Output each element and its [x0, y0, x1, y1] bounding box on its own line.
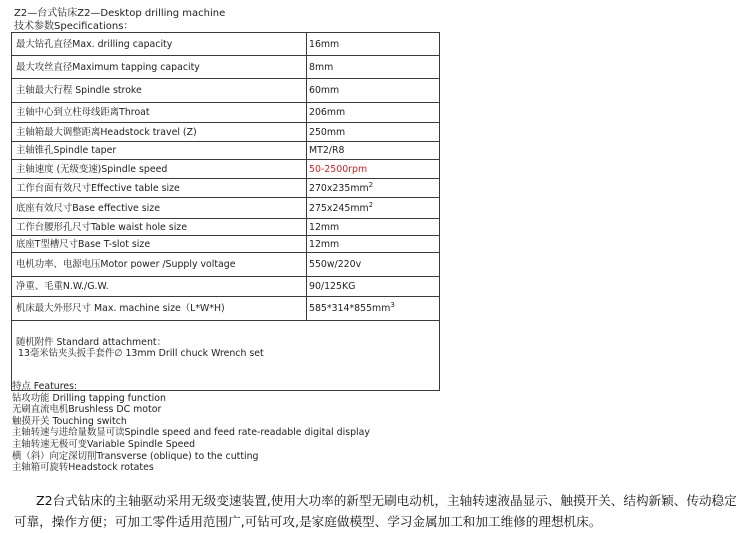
spec-value — [307, 142, 440, 160]
feature-item: 无刷直流电机Brushless DC motor — [12, 404, 162, 416]
spec-value — [307, 297, 440, 321]
spec-value — [307, 236, 440, 253]
attachment-items: 13毫米钻夹头扳手套件∅ 13mm Drill chuck Wrench set — [18, 348, 264, 359]
spec-label: 底座T型槽尺寸Base T-slot size — [12, 236, 307, 253]
spec-row — [12, 277, 440, 297]
feature-item: 主轴转速无极可变Variable Spindle Speed — [12, 438, 196, 450]
spec-row — [12, 179, 440, 198]
feature-item: 触摸开关 Touching switch — [12, 415, 127, 427]
spec-value-text: 16mm — [309, 38, 340, 50]
spec-value-exponent: 3 — [390, 300, 395, 309]
attachment-heading: 随机附件 Standard attachment： — [16, 337, 166, 348]
spec-label: 最大攻丝直径Maximum tapping capacity — [12, 56, 307, 79]
spec-row — [12, 123, 440, 142]
spec-row — [12, 198, 440, 219]
features-list — [12, 393, 370, 474]
spec-label: 主轴速度 (无级变速)Spindle speed — [12, 160, 307, 179]
spec-row — [12, 160, 440, 179]
feature-item: 主轴转速与进给量数显可读Spindle speed and feed rate-readable digital display — [12, 427, 370, 439]
spec-label: 工作台面有效尺寸Effective table size — [12, 179, 307, 198]
spec-value — [307, 103, 440, 123]
spec-row — [12, 33, 440, 56]
attachment-cell — [12, 321, 440, 391]
spec-value — [307, 198, 440, 219]
spec-value-text: 270x235mm — [309, 182, 369, 194]
spec-value-text: 585*314*855mm — [309, 303, 391, 314]
attachment-row — [12, 321, 440, 391]
specs-table — [11, 32, 440, 391]
spec-value — [307, 79, 440, 103]
spec-value — [307, 219, 440, 236]
spec-value — [307, 123, 440, 142]
spec-value-text: 8mm — [309, 61, 334, 73]
spec-row — [12, 253, 440, 277]
feature-item: 横（斜）向定深切削Transverse (oblique) to the cutting — [12, 450, 259, 462]
spec-value-text: 12mm — [309, 238, 340, 250]
spec-value-exponent: 2 — [368, 180, 374, 189]
spec-value — [307, 160, 440, 179]
spec-label: 主轴最大行程 Spindle stroke — [12, 79, 307, 103]
spec-label: 主轴箱最大调整距离Headstock travel (Z) — [12, 123, 307, 142]
features-heading: 特点 Features: — [12, 381, 78, 392]
spec-value-text: 275x245mm — [309, 202, 369, 214]
spec-value-text: 90/125KG — [309, 281, 356, 292]
spec-row — [12, 142, 440, 160]
spec-value — [307, 179, 440, 198]
spec-value-text: 12mm — [309, 221, 340, 233]
spec-label: 最大钻孔直径Max. drilling capacity — [12, 33, 307, 56]
spec-value — [307, 56, 440, 79]
description-paragraph: Z2台式钻床的主轴驱动采用无级变速装置,使用大功率的新型无刷电动机，主轴转速液晶显示、触摸开关、结构新颖、传动稳定可靠，操作方便；可加工零件适用范围广,可钻可攻,是家庭做模型、学习金属加工和加工维修的理想机床。 — [14, 493, 737, 529]
spec-row — [12, 219, 440, 236]
spec-row — [12, 56, 440, 79]
spec-value-text: MT2/R8 — [309, 145, 345, 156]
spec-row — [12, 103, 440, 123]
spec-value — [307, 253, 440, 277]
spec-value-text: 250mm — [309, 126, 346, 138]
spec-value-text: 50-2500rpm — [309, 163, 368, 175]
spec-label: 主轴中心到立柱母线距离Throat — [12, 103, 307, 123]
features-section — [12, 381, 370, 474]
spec-value-text: 550w/220v — [309, 259, 362, 270]
spec-value-exponent: 2 — [368, 200, 374, 209]
page-title: Z2—台式钻床Z2—Desktop drilling machine — [14, 8, 226, 19]
spec-label: 电机功率、电源电压Motor power /Supply voltage — [12, 253, 307, 277]
spec-label: 底座有效尺寸Base effective size — [12, 198, 307, 219]
spec-label: 工作台腰形孔尺寸Table waist hole size — [12, 219, 307, 236]
specs-heading: 技术参数Specifications： — [14, 21, 134, 32]
spec-value-text: 206mm — [309, 107, 346, 118]
spec-value — [307, 33, 440, 56]
spec-row — [12, 297, 440, 321]
spec-value — [307, 277, 440, 297]
spec-row — [12, 236, 440, 253]
feature-item: 钻攻功能 Drilling tapping function — [12, 392, 166, 404]
spec-value-text: 60mm — [309, 85, 340, 96]
spec-label: 净重、毛重N.W./G.W. — [12, 277, 307, 297]
spec-label: 主轴锥孔Spindle taper — [12, 142, 307, 160]
spec-label: 机床最大外形尺寸 Max. machine size（L*W*H) — [12, 297, 307, 321]
spec-row — [12, 79, 440, 103]
feature-item: 主轴箱可旋转Headstock rotates — [12, 462, 154, 474]
